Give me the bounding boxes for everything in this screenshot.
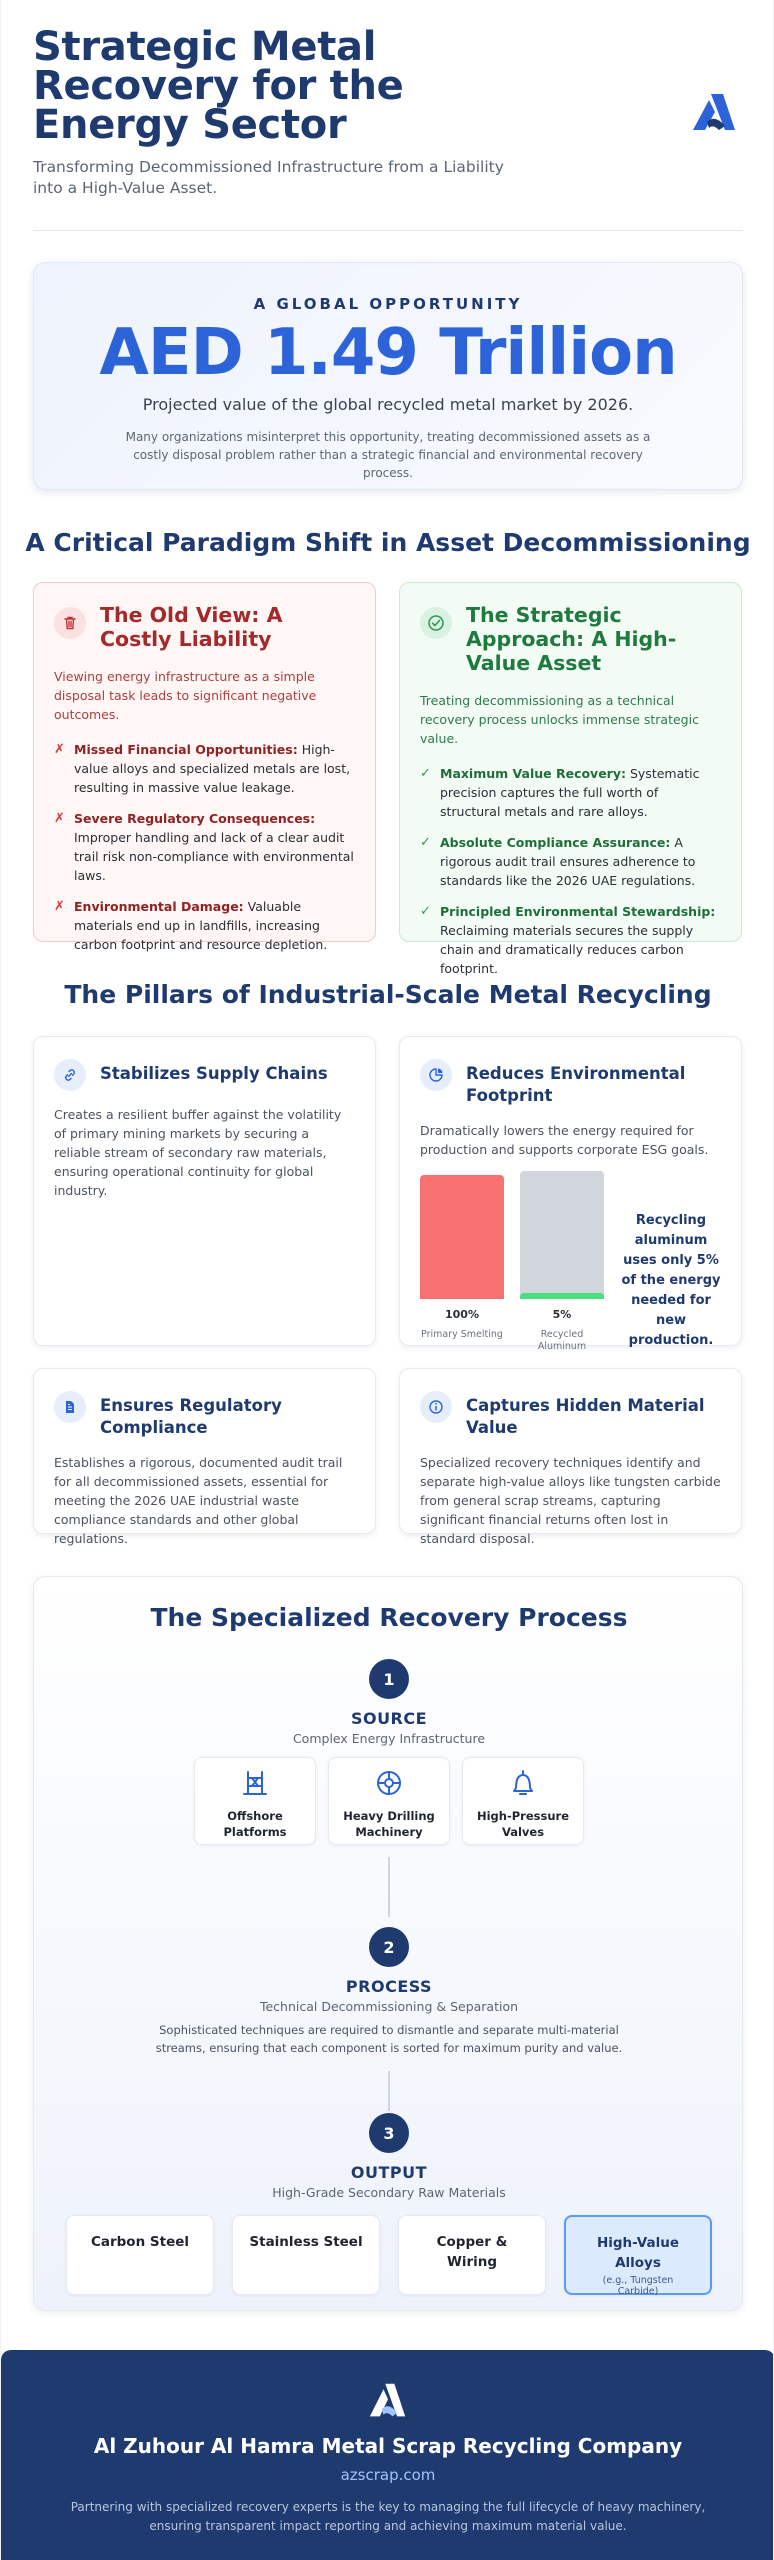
output-label: Stainless Steel	[249, 2234, 363, 2250]
step-connector	[388, 2071, 390, 2111]
bar-value-label: 100%	[445, 1308, 479, 1321]
step-subtitle: High-Grade Secondary Raw Materials	[272, 2185, 506, 2200]
header	[33, 24, 743, 228]
paradigm-section-title: A Critical Paradigm Shift in Asset Decommissioning	[25, 528, 751, 557]
step-title: SOURCE	[350, 1709, 428, 1728]
strategic-approach-intro: Treating decommissioning as a technical recovery process unlocks immense strategic value.	[420, 693, 699, 746]
list-item: ✗ Severe Regulatory Consequences: Improper handling and lack of a clear audit trail risk non-compliance with environmental laws.	[54, 811, 354, 883]
output-label: High-Value Alloys	[596, 2235, 680, 2271]
drilling-machinery-icon	[374, 1768, 404, 1798]
bar-recycled-aluminum	[520, 1293, 604, 1299]
pillar-card-hidden-value	[399, 1368, 742, 1546]
list-item: ✓ Maximum Value Recovery: Systematic precision captures the full worth of structural metals and rare alloys.	[420, 766, 700, 819]
step-title: OUTPUT	[350, 2163, 428, 2182]
output-label: Carbon Steel	[90, 2234, 190, 2250]
opportunity-eyebrow: A GLOBAL OPPORTUNITY	[253, 295, 523, 313]
x-mark-icon: ✗	[54, 742, 65, 757]
pie-chart-icon	[420, 1059, 452, 1091]
output-note: (e.g., Tungsten Carbide)	[602, 2275, 674, 2297]
old-view-intro: Viewing energy infrastructure as a simple disposal task leads to significant negative outcomes.	[54, 669, 317, 722]
pillar-card-regulatory-compliance	[33, 1368, 376, 1546]
opportunity-caption: Projected value of the global recycled metal market by 2026.	[142, 395, 634, 414]
bar-primary-smelting	[420, 1175, 504, 1299]
pillar-title: Stabilizes Supply Chains	[100, 1064, 328, 1083]
source-card	[328, 1757, 450, 1845]
pillar-text: Specialized recovery techniques identify and separate high-value alloys like tungsten carbide from general scrap streams, capturing significant financial returns often lost in standard disposal.	[420, 1455, 721, 1546]
opportunity-card	[33, 262, 743, 490]
x-mark-icon: ✗	[54, 899, 65, 914]
bar-category-label: Recycled Aluminum	[537, 1329, 587, 1352]
trash-icon	[54, 607, 86, 639]
pillar-text: Establishes a rigorous, documented audit trail for all decommissioned assets, essential for meeting the 2026 UAE industrial waste compliance standards and other global regulations.	[54, 1455, 343, 1546]
step-description: Sophisticated techniques are required to dismantle and separate multi-material streams, ensuring that each component is sorted for maximum purity and value.	[155, 2023, 623, 2055]
opportunity-description: Many organizations misinterpret this opportunity, treating decommissioned assets as a costly disposal problem rather than a strategic financial and environmental recovery process.	[125, 430, 651, 480]
opportunity-value: AED 1.49 Trillion	[99, 316, 677, 390]
offshore-platform-icon	[240, 1768, 270, 1798]
page-title: Strategic Metal Recovery for the Energy Sector	[33, 24, 404, 148]
list-item: ✓ Absolute Compliance Assurance: A rigorous audit trail ensures adherence to standards like the 2026 UAE regulations.	[420, 835, 696, 888]
old-view-list	[54, 740, 355, 954]
company-name: Al Zuhour Al Hamra Metal Scrap Recycling Company	[93, 2434, 683, 2458]
pillar-text: Dramatically lowers the energy required for production and supports corporate ESG goals.	[420, 1123, 709, 1157]
source-card	[462, 1757, 584, 1845]
output-card	[398, 2215, 546, 2295]
list-item: ✗ Missed Financial Opportunities: High-value alloys and specialized metals are lost, resulting in massive value leakage.	[54, 742, 351, 795]
source-label: Heavy Drilling Machinery	[343, 1809, 435, 1839]
check-mark-icon: ✓	[420, 835, 431, 850]
step-number: 3	[369, 2113, 409, 2153]
output-card	[232, 2215, 380, 2295]
footer-description: Partnering with specialized recovery experts is the key to managing the full lifecycle of heavy machinery, ensuring transparent impact reporting and achieving maximum material value.	[70, 2500, 706, 2533]
recovery-process-section	[33, 1576, 743, 2311]
list-item: ✗ Environmental Damage: Valuable materials end up in landfills, increasing carbon footprint and resource depletion.	[54, 899, 328, 952]
old-view-card	[33, 582, 376, 952]
company-website-link[interactable]: azscrap.com	[340, 2466, 436, 2484]
footer	[1, 2350, 774, 2560]
check-circle-icon	[420, 607, 452, 639]
pillar-title: Captures Hidden Material Value	[466, 1396, 705, 1437]
output-label: Copper & Wiring	[436, 2234, 508, 2270]
step-connector	[388, 1857, 390, 1917]
pillar-title: Ensures Regulatory Compliance	[100, 1396, 282, 1437]
step-number: 1	[369, 1659, 409, 1699]
energy-note: Recycling aluminum uses only 5% of the energy needed for new production.	[621, 1213, 721, 1348]
step-subtitle: Technical Decommissioning & Separation	[259, 1999, 519, 2014]
old-view-title: The Old View: A Costly Liability	[100, 603, 283, 651]
bar-value-label: 5%	[552, 1308, 572, 1321]
source-card	[194, 1757, 316, 1845]
bar-category-label: Primary Smelting	[421, 1329, 503, 1340]
pillar-title: Reduces Environmental Footprint	[466, 1064, 686, 1105]
output-card-highlight	[564, 2215, 712, 2295]
company-logo-icon	[691, 90, 737, 136]
page-subtitle: Transforming Decommissioned Infrastructure from a Liability into a High-Value Asset.	[33, 158, 504, 197]
source-label: Offshore Platforms	[223, 1809, 287, 1839]
company-logo-icon	[367, 2382, 409, 2420]
step-title: PROCESS	[345, 1977, 433, 1996]
source-label: High-Pressure Valves	[476, 1809, 569, 1839]
check-mark-icon: ✓	[420, 766, 431, 781]
bar-recycled-background	[520, 1171, 604, 1299]
output-card	[66, 2215, 214, 2295]
valve-icon	[508, 1768, 538, 1798]
check-mark-icon: ✓	[420, 904, 431, 919]
list-item: ✓ Principled Environmental Stewardship: Reclaiming materials secures the supply chain and dramatically reduces carbon footprint.	[420, 904, 716, 976]
pillars-section-title: The Pillars of Industrial-Scale Metal Recycling	[64, 980, 712, 1009]
pillar-card-environmental-footprint	[399, 1036, 742, 1352]
step-number: 2	[369, 1927, 409, 1967]
link-icon	[54, 1059, 86, 1091]
header-divider	[33, 230, 743, 231]
strategic-approach-title: The Strategic Approach: A High-Value Asset	[466, 603, 677, 675]
process-title: The Specialized Recovery Process	[150, 1603, 628, 1632]
step-subtitle: Complex Energy Infrastructure	[292, 1731, 486, 1746]
pillar-card-supply-chains	[33, 1036, 376, 1346]
strategic-approach-list	[420, 764, 721, 978]
pillar-text: Creates a resilient buffer against the volatility of primary mining markets by securing a reliable stream of secondary raw materials, ensuring operational continuity for global industry.	[54, 1107, 342, 1198]
info-icon	[420, 1391, 452, 1423]
document-icon	[54, 1391, 86, 1423]
energy-comparison-chart	[420, 1171, 721, 1351]
x-mark-icon: ✗	[54, 811, 65, 826]
strategic-approach-card	[399, 582, 742, 976]
